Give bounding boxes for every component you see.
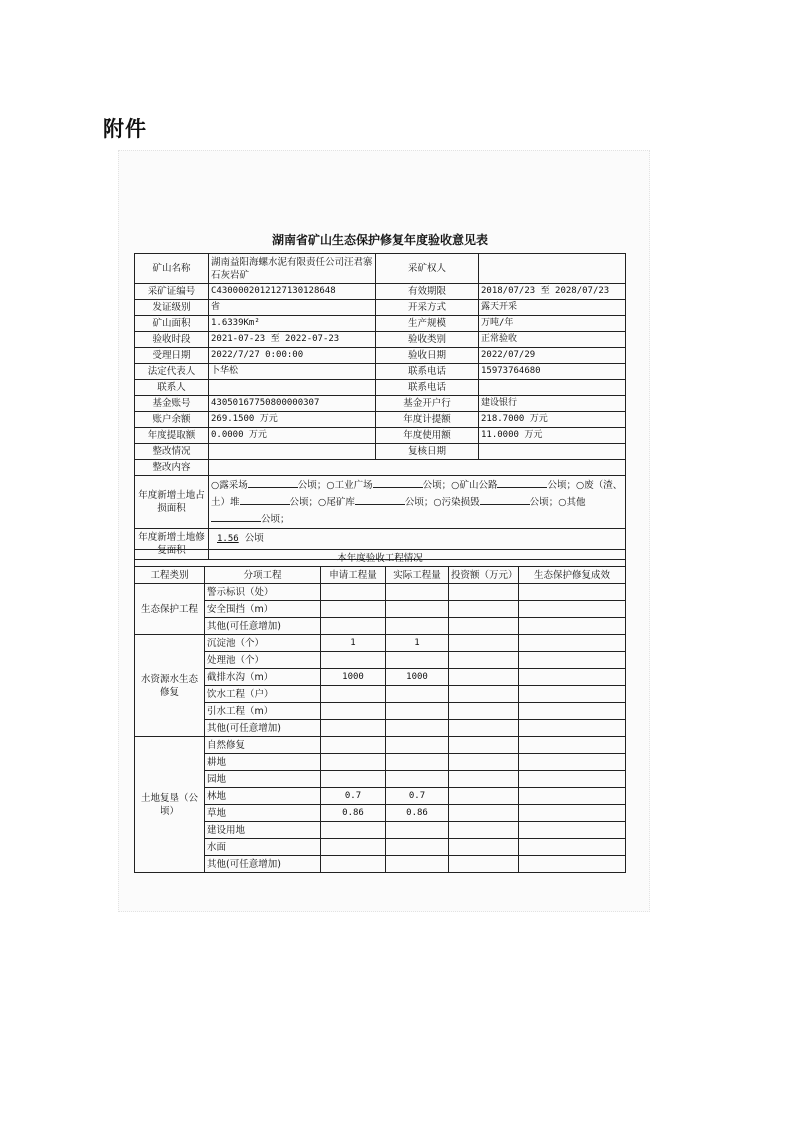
works-row xyxy=(135,635,626,652)
info-l1-cell: 基金账号 xyxy=(135,396,209,412)
column-header: 投资额（万元） xyxy=(449,567,519,584)
work-effect-cell xyxy=(519,669,626,686)
work-invest-cell xyxy=(449,584,519,601)
work-effect-cell xyxy=(519,788,626,805)
work-name-cell: 建设用地 xyxy=(205,822,321,839)
info-v1-cell: 43050167750800000307 xyxy=(209,396,376,412)
info-v2-cell: 露天开采 xyxy=(479,300,626,316)
info-v2-cell: 建设银行 xyxy=(479,396,626,412)
rectify-content-value xyxy=(209,460,626,476)
works-row xyxy=(135,720,626,737)
work-applied-cell: 1000 xyxy=(321,669,386,686)
work-invest-cell xyxy=(449,839,519,856)
info-l1-cell: 发证级别 xyxy=(135,300,209,316)
work-invest-cell xyxy=(449,635,519,652)
work-invest-cell xyxy=(449,856,519,873)
info-l1-cell: 法定代表人 xyxy=(135,364,209,380)
info-v1-cell: 0.0000 万元 xyxy=(209,428,376,444)
info-v2-cell: 15973764680 xyxy=(479,364,626,380)
land-occupied-item: ○污染损毁 xyxy=(433,496,480,508)
work-applied-cell xyxy=(321,618,386,635)
works-row xyxy=(135,771,626,788)
work-invest-cell xyxy=(449,805,519,822)
work-actual-cell xyxy=(386,737,449,754)
info-l2-cell: 验收日期 xyxy=(376,348,479,364)
land-occupied-label: 年度新增土地占损面积 xyxy=(135,476,209,529)
work-category: 生态保护工程 xyxy=(135,584,205,635)
info-v1-cell: 269.1500 万元 xyxy=(209,412,376,428)
work-applied-cell: 0.86 xyxy=(321,805,386,822)
work-applied-cell xyxy=(321,737,386,754)
works-row xyxy=(135,805,626,822)
work-actual-cell xyxy=(386,720,449,737)
unit-label: 公顷 xyxy=(261,513,281,525)
work-actual-cell xyxy=(386,839,449,856)
work-name-cell: 引水工程（m） xyxy=(205,703,321,720)
info-row xyxy=(135,300,626,316)
land-occupied-item: ○工业广场 xyxy=(326,479,373,491)
work-invest-cell xyxy=(449,788,519,805)
info-l1-cell: 验收时段 xyxy=(135,332,209,348)
work-actual-cell xyxy=(386,618,449,635)
works-row xyxy=(135,822,626,839)
work-applied-cell xyxy=(321,686,386,703)
column-header: 申请工程量 xyxy=(321,567,386,584)
blank-line xyxy=(211,511,261,522)
info-v1-cell: C4300002012127130128648 xyxy=(209,284,376,300)
work-invest-cell xyxy=(449,618,519,635)
work-effect-cell xyxy=(519,686,626,703)
info-v1-cell: 2021-07-23 至 2022-07-23 xyxy=(209,332,376,348)
work-actual-cell xyxy=(386,686,449,703)
blank-line xyxy=(240,494,290,505)
work-actual-cell: 0.7 xyxy=(386,788,449,805)
work-invest-cell xyxy=(449,601,519,618)
unit-label: 公顷 xyxy=(289,496,309,508)
mine-name-value: 湖南益阳海螺水泥有限责任公司汪君寨石灰岩矿 xyxy=(209,254,376,284)
blank-line xyxy=(480,494,530,505)
info-l2-cell: 生产规模 xyxy=(376,316,479,332)
land-occupied-value: ○露采场 公顷；○工业广场 公顷；○矿山公路 公顷；○废（渣、土）堆 公顷；○尾矿库 公顷；○污染损毁 公顷；○其他公顷； xyxy=(209,476,626,529)
work-invest-cell xyxy=(449,737,519,754)
info-v2-cell: 万吨/年 xyxy=(479,316,626,332)
info-v1-cell xyxy=(209,380,376,396)
info-row xyxy=(135,316,626,332)
work-name-cell: 沉淀池（个） xyxy=(205,635,321,652)
info-l1-cell: 整改情况 xyxy=(135,444,209,460)
info-row xyxy=(135,428,626,444)
work-name-cell: 截排水沟（m） xyxy=(205,669,321,686)
info-row xyxy=(135,444,626,460)
info-v1-cell: 卜华松 xyxy=(209,364,376,380)
works-row xyxy=(135,601,626,618)
work-applied-cell xyxy=(321,771,386,788)
land-occupied-item: ○废（渣、土）堆 xyxy=(211,479,623,508)
work-name-cell: 园地 xyxy=(205,771,321,788)
work-name-cell: 警示标识（处） xyxy=(205,584,321,601)
work-name-cell: 饮水工程（户） xyxy=(205,686,321,703)
work-invest-cell xyxy=(449,754,519,771)
work-actual-cell: 1 xyxy=(386,635,449,652)
info-v1-cell: 省 xyxy=(209,300,376,316)
work-name-cell: 自然修复 xyxy=(205,737,321,754)
basic-info-table xyxy=(134,253,626,560)
blank-line xyxy=(497,477,547,488)
works-row xyxy=(135,737,626,754)
info-v2-cell: 正常验收 xyxy=(479,332,626,348)
work-applied-cell xyxy=(321,601,386,618)
info-l1-cell: 采矿证编号 xyxy=(135,284,209,300)
work-invest-cell xyxy=(449,822,519,839)
work-effect-cell xyxy=(519,805,626,822)
land-occupied-item: ○露采场 xyxy=(211,479,248,491)
works-row xyxy=(135,652,626,669)
blank-line xyxy=(355,494,405,505)
land-occupied-item: ○矿山公路 xyxy=(451,479,498,491)
info-v1-cell: 1.6339Km² xyxy=(209,316,376,332)
work-name-cell: 水面 xyxy=(205,839,321,856)
attachment-label: 附件 xyxy=(103,117,147,141)
works-row xyxy=(135,754,626,771)
work-effect-cell xyxy=(519,601,626,618)
work-actual-cell xyxy=(386,601,449,618)
work-name-cell: 处理池（个） xyxy=(205,652,321,669)
form-title: 湖南省矿山生态保护修复年度验收意见表 xyxy=(271,233,488,247)
work-invest-cell xyxy=(449,669,519,686)
work-effect-cell xyxy=(519,737,626,754)
info-l2-cell: 联系电话 xyxy=(376,364,479,380)
info-v2-cell: 11.0000 万元 xyxy=(479,428,626,444)
work-category: 水资源水生态修复 xyxy=(135,635,205,737)
info-l1-cell: 矿山面积 xyxy=(135,316,209,332)
info-l2-cell: 有效期限 xyxy=(376,284,479,300)
work-name-cell: 其他(可任意增加) xyxy=(205,856,321,873)
work-effect-cell xyxy=(519,754,626,771)
blank-line xyxy=(373,477,423,488)
rectify-content-label: 整改内容 xyxy=(135,460,209,476)
land-repaired-value: 1.56 xyxy=(217,534,239,544)
mine-name-label: 矿山名称 xyxy=(135,254,209,284)
info-row xyxy=(135,364,626,380)
info-row xyxy=(135,284,626,300)
work-effect-cell xyxy=(519,584,626,601)
info-row xyxy=(135,396,626,412)
info-l1-cell: 账户余额 xyxy=(135,412,209,428)
column-header: 分项工程 xyxy=(205,567,321,584)
column-header: 生态保护修复成效 xyxy=(519,567,626,584)
info-v1-cell xyxy=(209,444,376,460)
works-table xyxy=(134,549,626,873)
work-effect-cell xyxy=(519,635,626,652)
column-header: 实际工程量 xyxy=(386,567,449,584)
work-actual-cell xyxy=(386,771,449,788)
info-l2-cell: 开采方式 xyxy=(376,300,479,316)
work-effect-cell xyxy=(519,771,626,788)
work-applied-cell xyxy=(321,856,386,873)
work-actual-cell xyxy=(386,584,449,601)
unit-label: 公顷 xyxy=(422,479,442,491)
info-l2-cell: 年度使用额 xyxy=(376,428,479,444)
work-actual-cell xyxy=(386,822,449,839)
work-invest-cell xyxy=(449,686,519,703)
works-row xyxy=(135,618,626,635)
info-l2-cell: 年度计提额 xyxy=(376,412,479,428)
info-l2-cell: 联系电话 xyxy=(376,380,479,396)
works-row xyxy=(135,856,626,873)
info-v2-cell: 218.7000 万元 xyxy=(479,412,626,428)
work-actual-cell xyxy=(386,754,449,771)
info-l2-cell: 基金开户行 xyxy=(376,396,479,412)
work-applied-cell xyxy=(321,584,386,601)
work-name-cell: 林地 xyxy=(205,788,321,805)
rights-holder-value xyxy=(479,254,626,284)
work-name-cell: 其他(可任意增加) xyxy=(205,720,321,737)
work-category: 土地复垦（公顷） xyxy=(135,737,205,873)
works-row xyxy=(135,788,626,805)
work-applied-cell: 0.7 xyxy=(321,788,386,805)
works-row xyxy=(135,839,626,856)
work-actual-cell xyxy=(386,703,449,720)
work-applied-cell xyxy=(321,754,386,771)
work-effect-cell xyxy=(519,618,626,635)
info-v2-cell xyxy=(479,380,626,396)
work-actual-cell: 1000 xyxy=(386,669,449,686)
info-v2-cell xyxy=(479,444,626,460)
work-invest-cell xyxy=(449,771,519,788)
blank-line xyxy=(248,477,298,488)
work-name-cell: 耕地 xyxy=(205,754,321,771)
land-repaired-label: 年度新增土地修复面积 xyxy=(135,529,209,560)
info-l1-cell: 年度提取额 xyxy=(135,428,209,444)
work-applied-cell xyxy=(321,703,386,720)
info-l1-cell: 联系人 xyxy=(135,380,209,396)
info-row xyxy=(135,332,626,348)
unit-label: 公顷 xyxy=(547,479,567,491)
work-applied-cell xyxy=(321,652,386,669)
info-v2-cell: 2018/07/23 至 2028/07/23 xyxy=(479,284,626,300)
work-effect-cell xyxy=(519,703,626,720)
work-effect-cell xyxy=(519,856,626,873)
work-name-cell: 其他(可任意增加) xyxy=(205,618,321,635)
unit-label: 公顷 xyxy=(529,496,549,508)
rights-holder-label: 采矿权人 xyxy=(376,254,479,284)
column-header: 工程类别 xyxy=(135,567,205,584)
work-effect-cell xyxy=(519,822,626,839)
info-v2-cell: 2022/07/29 xyxy=(479,348,626,364)
unit-label: 公顷 xyxy=(404,496,424,508)
info-row xyxy=(135,348,626,364)
work-effect-cell xyxy=(519,652,626,669)
works-row xyxy=(135,703,626,720)
works-row xyxy=(135,584,626,601)
info-l2-cell: 复核日期 xyxy=(376,444,479,460)
work-invest-cell xyxy=(449,652,519,669)
work-actual-cell xyxy=(386,652,449,669)
land-repaired-unit: 公顷 xyxy=(244,533,264,544)
work-applied-cell xyxy=(321,839,386,856)
work-invest-cell xyxy=(449,720,519,737)
info-row xyxy=(135,380,626,396)
work-applied-cell: 1 xyxy=(321,635,386,652)
unit-label: 公顷 xyxy=(297,479,317,491)
info-v1-cell: 2022/7/27 0:00:00 xyxy=(209,348,376,364)
land-occupied-item: ○其他 xyxy=(558,496,586,508)
work-applied-cell xyxy=(321,720,386,737)
work-actual-cell: 0.86 xyxy=(386,805,449,822)
work-actual-cell xyxy=(386,856,449,873)
info-l2-cell: 验收类别 xyxy=(376,332,479,348)
work-effect-cell xyxy=(519,720,626,737)
work-name-cell: 草地 xyxy=(205,805,321,822)
work-name-cell: 安全围挡（m） xyxy=(205,601,321,618)
works-row xyxy=(135,669,626,686)
work-invest-cell xyxy=(449,703,519,720)
info-row xyxy=(135,412,626,428)
work-effect-cell xyxy=(519,839,626,856)
work-applied-cell xyxy=(321,822,386,839)
info-l1-cell: 受理日期 xyxy=(135,348,209,364)
works-row xyxy=(135,686,626,703)
works-section-title: 本年度验收工程情况 xyxy=(135,550,626,567)
land-occupied-item: ○尾矿库 xyxy=(318,496,355,508)
